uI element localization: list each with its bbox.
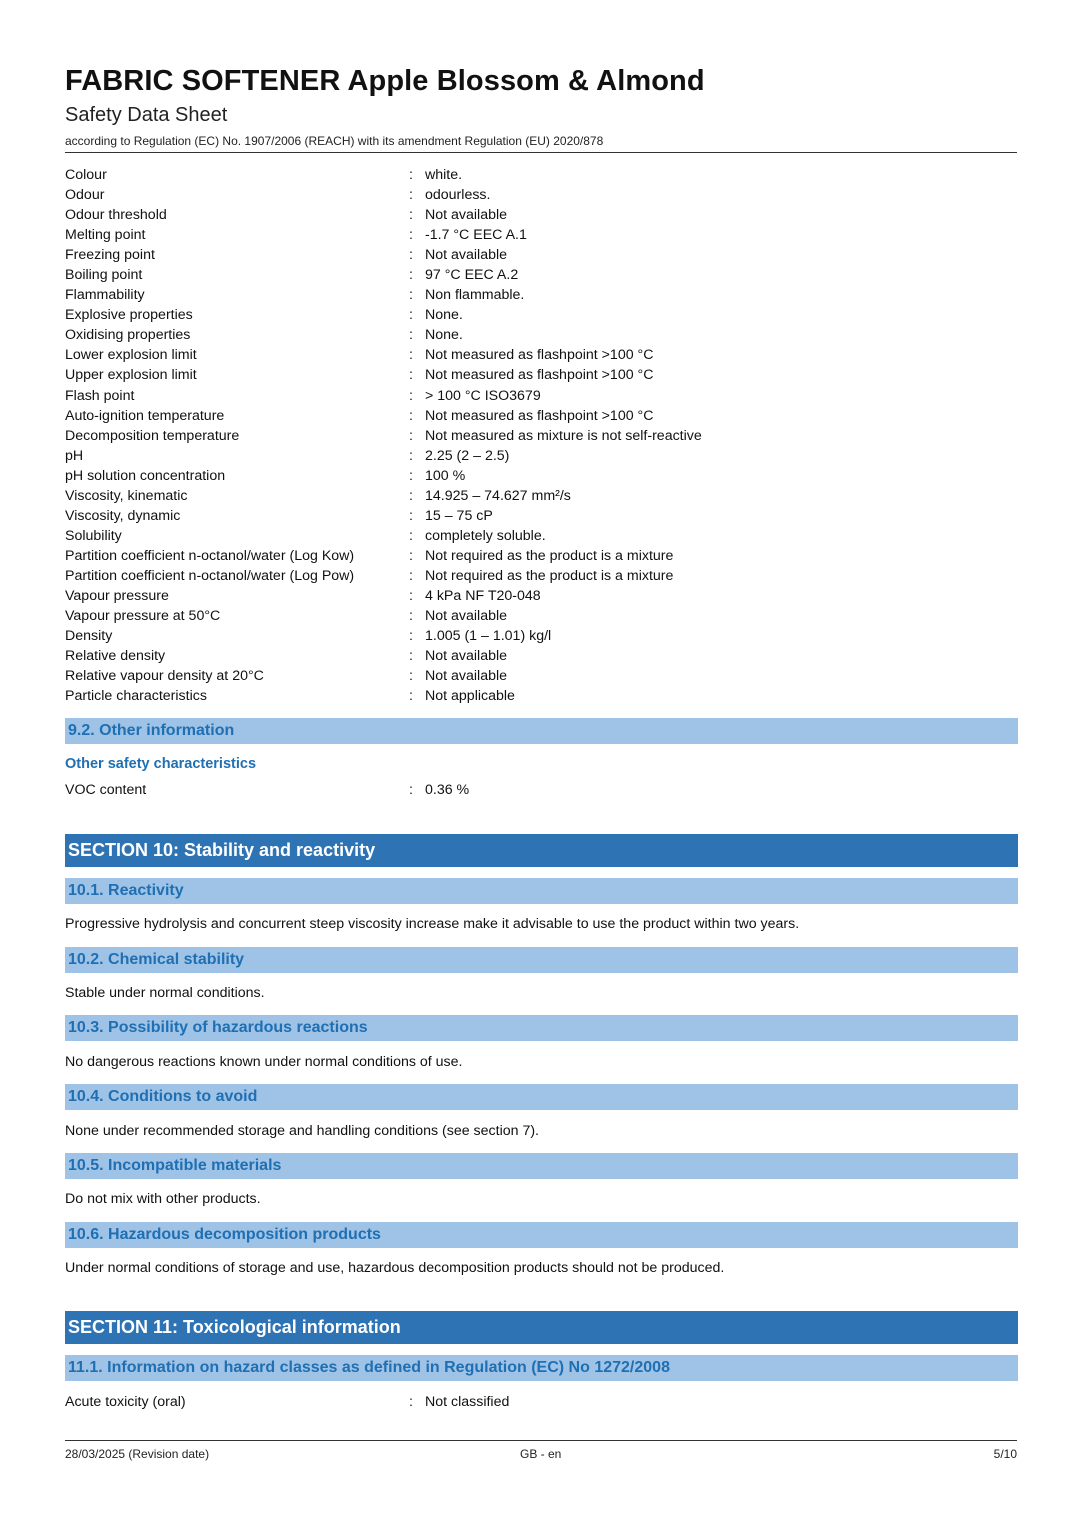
document-title: FABRIC SOFTENER Apple Blossom & Almond (65, 65, 705, 97)
property-separator: : (409, 487, 413, 504)
property-label: Upper explosion limit (65, 367, 197, 384)
property-row (65, 345, 1017, 365)
property-label: Melting point (65, 227, 146, 244)
acute-toxicity-value: Not classified (425, 1394, 510, 1410)
property-value: None. (425, 307, 463, 324)
property-separator: : (409, 287, 413, 304)
property-separator: : (409, 347, 413, 364)
property-value: Not available (425, 668, 508, 685)
property-separator: : (409, 187, 413, 204)
footer-divider (65, 1440, 1017, 1441)
subsection-reactivity: 10.1. Reactivity (65, 878, 1018, 904)
property-value: > 100 °C ISO3679 (425, 387, 541, 404)
property-row (65, 646, 1017, 666)
subsection-hazard-classes: 11.1. Information on hazard classes as defined in Regulation (EC) No 1272/2008 (65, 1355, 1018, 1381)
property-value: Not available (425, 247, 508, 264)
property-separator: : (409, 628, 413, 645)
property-value: 100 % (425, 467, 466, 484)
property-row (65, 686, 1017, 706)
header-divider (65, 152, 1017, 153)
property-label: Vapour pressure at 50°C (65, 608, 221, 625)
property-label: Odour threshold (65, 207, 167, 224)
property-separator: : (409, 588, 413, 604)
property-value: Not required as the product is a mixture (425, 567, 674, 584)
property-value: Not available (425, 207, 508, 224)
footer-revision-date: 28/03/2025 (Revision date) (65, 1447, 210, 1461)
property-value: Not available (425, 608, 508, 625)
property-row (65, 446, 1017, 466)
property-value: completely soluble. (425, 527, 546, 544)
hazardous-reactions-text: No dangerous reactions known under normal conditions of use. (65, 1054, 463, 1070)
subsection-chemical-stability: 10.2. Chemical stability (65, 947, 1018, 973)
property-label: pH (65, 447, 84, 464)
property-label: Viscosity, dynamic (65, 507, 181, 524)
property-value: 4 kPa NF T20-048 (425, 588, 541, 604)
property-label: Odour (65, 187, 105, 204)
property-separator: : (409, 447, 413, 464)
voc-value: 0.36 % (425, 782, 470, 798)
property-label: Partition coefficient n-octanol/water (Log Pow) (65, 567, 355, 584)
section-10-heading: SECTION 10: Stability and reactivity (65, 834, 1018, 867)
chemical-stability-text: Stable under normal conditions. (65, 985, 265, 1001)
property-separator: : (409, 207, 413, 224)
document-subtitle: Safety Data Sheet (65, 104, 228, 126)
property-value: white. (425, 167, 463, 184)
property-row (65, 466, 1017, 486)
property-row (65, 245, 1017, 265)
property-separator: : (409, 527, 413, 544)
property-value: Not measured as flashpoint >100 °C (425, 407, 654, 424)
subsection-conditions-to-avoid: 10.4. Conditions to avoid (65, 1084, 1018, 1110)
subsection-decomposition-products: 10.6. Hazardous decomposition products (65, 1222, 1018, 1248)
property-row (65, 606, 1017, 626)
property-value: Not required as the product is a mixture (425, 547, 674, 564)
property-separator: : (409, 608, 413, 625)
property-separator: : (409, 327, 413, 344)
property-label: Vapour pressure (65, 588, 169, 604)
property-separator: : (409, 507, 413, 524)
property-value: odourless. (425, 187, 491, 204)
property-value: Not applicable (425, 688, 515, 705)
property-row (65, 386, 1017, 406)
regulation-note: according to Regulation (EC) No. 1907/2006 (REACH) with its amendment Regulation (EU) 2020/878 (65, 134, 604, 148)
reactivity-text: Progressive hydrolysis and concurrent steep viscosity increase make it advisable to use the product within two years. (65, 916, 800, 932)
property-separator: : (409, 227, 413, 244)
subsection-hazardous-reactions: 10.3. Possibility of hazardous reactions (65, 1015, 1018, 1041)
voc-separator: : (409, 782, 413, 798)
property-label: Colour (65, 167, 107, 184)
property-label: Oxidising properties (65, 327, 191, 344)
property-label: Density (65, 628, 113, 645)
property-row (65, 666, 1017, 686)
property-row (65, 365, 1017, 385)
property-separator: : (409, 668, 413, 685)
property-row (65, 225, 1017, 245)
property-row (65, 406, 1017, 426)
property-label: Explosive properties (65, 307, 193, 324)
acute-toxicity-separator: : (409, 1394, 413, 1410)
property-label: Decomposition temperature (65, 427, 240, 444)
conditions-to-avoid-text: None under recommended storage and handling conditions (see section 7). (65, 1123, 539, 1139)
property-value: 2.25 (2 – 2.5) (425, 447, 510, 464)
acute-toxicity-row (65, 1392, 1017, 1412)
property-value: -1.7 °C EEC A.1 (425, 227, 527, 244)
acute-toxicity-label: Acute toxicity (oral) (65, 1394, 186, 1410)
property-label: Flammability (65, 287, 145, 304)
property-value: Not available (425, 648, 508, 665)
property-label: Boiling point (65, 267, 143, 284)
property-row (65, 626, 1017, 646)
property-separator: : (409, 547, 413, 564)
property-row (65, 165, 1017, 185)
property-row (65, 205, 1017, 225)
property-value: Not measured as mixture is not self-reactive (425, 427, 702, 444)
footer-page-number: 5/10 (993, 1447, 1017, 1461)
voc-row (65, 780, 1017, 800)
property-separator: : (409, 307, 413, 324)
voc-label: VOC content (65, 782, 147, 798)
property-separator: : (409, 648, 413, 665)
property-separator: : (409, 467, 413, 484)
property-value: None. (425, 327, 463, 344)
property-row (65, 586, 1017, 606)
property-label: Freezing point (65, 247, 155, 264)
property-separator: : (409, 407, 413, 424)
property-value: Not measured as flashpoint >100 °C (425, 367, 654, 384)
property-row (65, 566, 1017, 586)
property-label: Solubility (65, 527, 122, 544)
property-separator: : (409, 427, 413, 444)
property-separator: : (409, 247, 413, 264)
property-row (65, 506, 1017, 526)
property-label: Relative density (65, 648, 166, 665)
property-value: Not measured as flashpoint >100 °C (425, 347, 654, 364)
decomposition-products-text: Under normal conditions of storage and use, hazardous decomposition products should not be produced. (65, 1260, 725, 1276)
property-row (65, 546, 1017, 566)
property-row (65, 526, 1017, 546)
property-value: 1.005 (1 – 1.01) kg/l (425, 628, 552, 645)
incompatible-materials-text: Do not mix with other products. (65, 1191, 261, 1207)
property-value: 15 – 75 cP (425, 507, 493, 524)
properties-table (65, 165, 1017, 706)
property-label: Lower explosion limit (65, 347, 197, 364)
property-row (65, 305, 1017, 325)
subsection-other-information: 9.2. Other information (65, 718, 1018, 744)
property-separator: : (409, 367, 413, 384)
property-value: 14.925 – 74.627 mm²/s (425, 487, 571, 504)
property-separator: : (409, 167, 413, 184)
property-row (65, 185, 1017, 205)
section-11-heading: SECTION 11: Toxicological information (65, 1311, 1018, 1344)
property-row (65, 285, 1017, 305)
property-label: Particle characteristics (65, 688, 207, 705)
property-label: Partition coefficient n-octanol/water (Log Kow) (65, 547, 355, 564)
other-safety-characteristics-heading: Other safety characteristics (65, 756, 257, 772)
property-label: Auto-ignition temperature (65, 407, 225, 424)
property-separator: : (409, 688, 413, 705)
property-value: 97 °C EEC A.2 (425, 267, 519, 284)
property-row (65, 325, 1017, 345)
subsection-incompatible-materials: 10.5. Incompatible materials (65, 1153, 1018, 1179)
footer-language: GB - en (520, 1447, 562, 1461)
property-separator: : (409, 267, 413, 284)
property-row (65, 486, 1017, 506)
property-value: Non flammable. (425, 287, 525, 304)
property-row (65, 265, 1017, 285)
property-label: Viscosity, kinematic (65, 487, 188, 504)
property-separator: : (409, 387, 413, 404)
property-label: Flash point (65, 387, 135, 404)
property-label: Relative vapour density at 20°C (65, 668, 264, 685)
property-row (65, 426, 1017, 446)
property-label: pH solution concentration (65, 467, 226, 484)
property-separator: : (409, 567, 413, 584)
